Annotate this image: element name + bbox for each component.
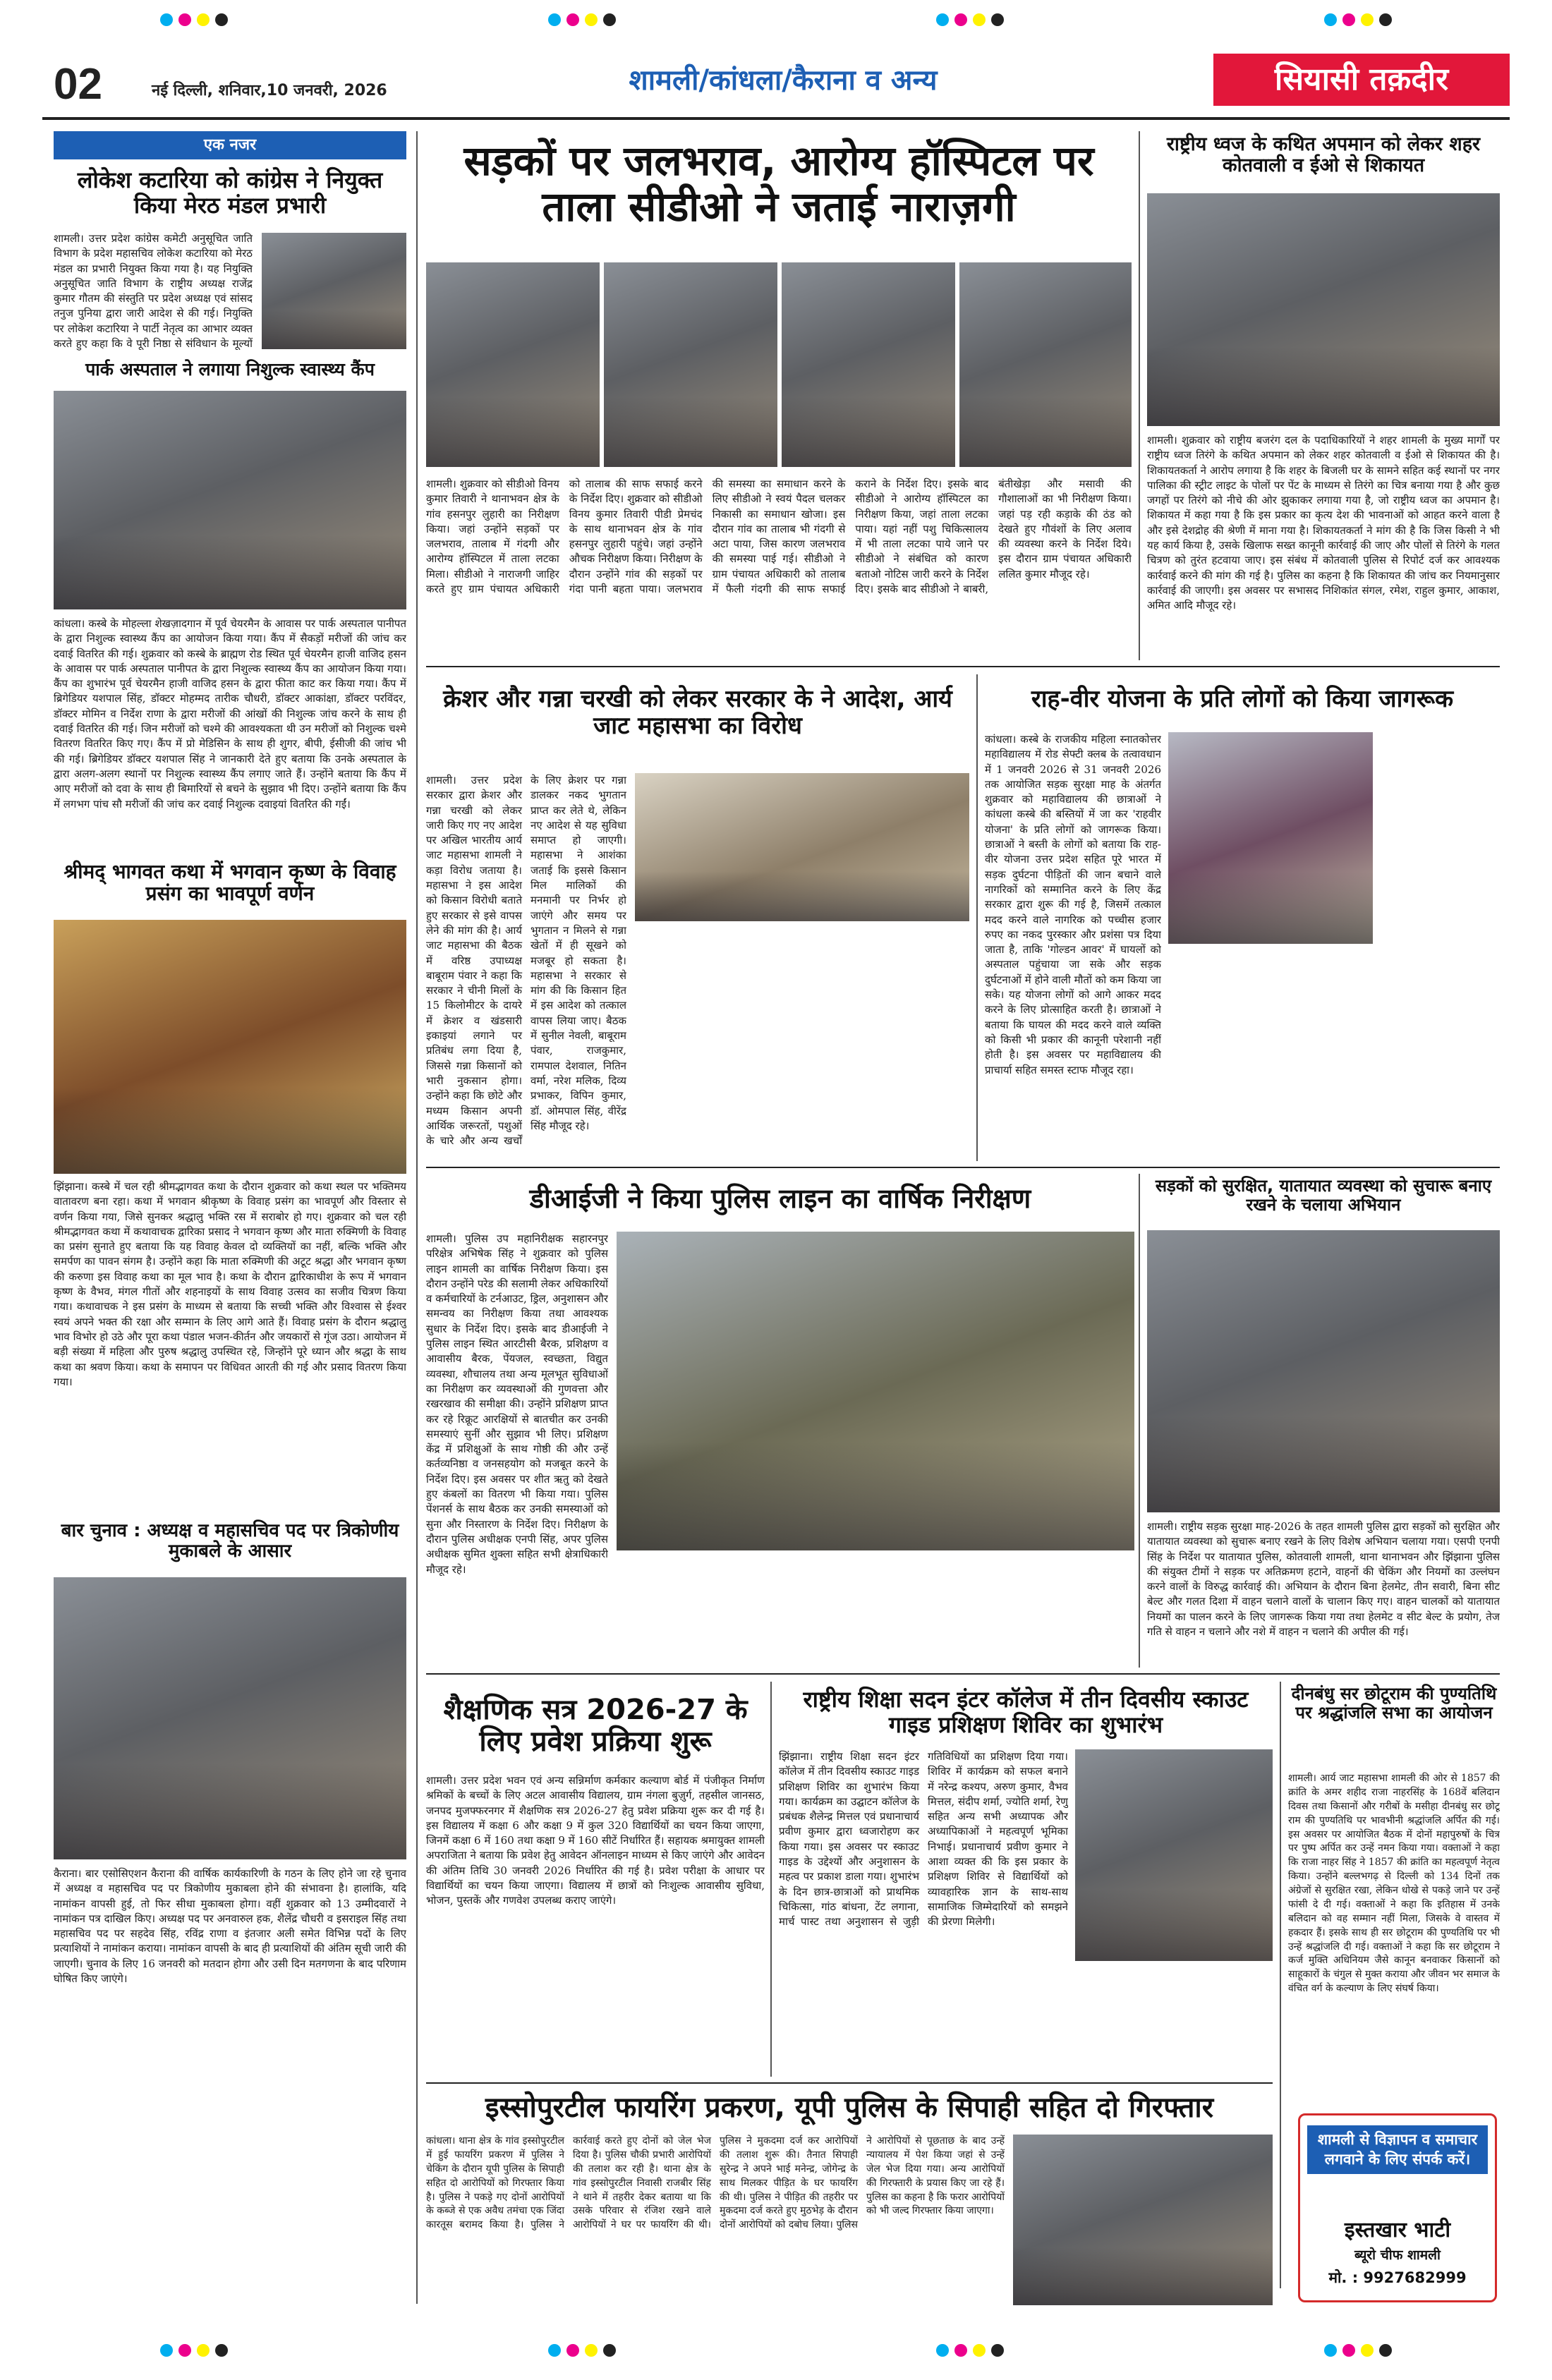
- lead-story: [426, 131, 1132, 660]
- column-divider: [1139, 131, 1140, 660]
- brand-badge: सियासी तक़दीर: [1213, 54, 1510, 106]
- registration-color-bar: [0, 7, 1552, 35]
- article-body: झिंझाना। कस्बे में चल रही श्रीमद्भागवत कथा के दौरान शुक्रवार को कथा स्थल पर भक्तिमय वातावरण बना रहा। कथा में भगवान श्रीकृष्ण के विवाह प्रसंग का भावपूर्ण और विस्तार से वर्णन किया गया, जिसे सुनकर श्रद्धालु भक्ति रस में सराबोर हो गए। शुक्रवार को चल रही श्रीमद्भागवत कथा में कथावाचक द्वारिका प्रसाद ने भगवान कृष्ण और माता रुक्मिणी के विवाह का प्रसंग सुनाते हुए बताया कि यह विवाह केवल दो व्यक्तियों का नहीं, बल्कि भक्ति और समर्पण का पावन संगम है। उन्होंने कहा कि माता रुक्मिणी की अटूट श्रद्धा और भगवान कृष्ण की करुणा इस विवाह कथा का मूल भाव है। कथा के दौरान द्वारिकाधीश के रूप में भगवान कृष्ण के वैभव, मंगल गीतों और शहनाइयों के साथ विवाह उत्सव का सजीव चित्रण किया गया। कथावाचक ने इस प्रसंग के माध्यम से बताया कि सच्ची भक्ति और विश्वास से ईश्वर स्वयं अपने भक्त की रक्षा और सम्मान के लिए आगे आते हैं। विवाह प्रसंग के दौरान श्रद्धालु भाव विभोर हो उठे और पूरा कथा पंडाल भजन-कीर्तन और जयकारों से गूंज उठा। आयोजन में बड़ी संख्या में महिला और पुरुष श्रद्धालु उपस्थित रहे, जिन्होंने पूरे ध्यान और श्रद्धा के साथ कथा का श्रवण किया। कथा के समापन पर विधिवत आरती की गई और प्रसाद वितरण किया गया।: [54, 1180, 406, 1388]
- column-divider: [1280, 1682, 1281, 2288]
- article-body: कैराना। बार एसोसिएशन कैराना की वार्षिक कार्यकारिणी के गठन के लिए होने जा रहे चुनाव में अध्यक्ष व महासचिव पद पर त्रिकोणीय मुकाबला होने की संभावना है। हालांकि, यदि नामांकन वापसी हुई, तो फिर सीधा मुकाबला होगा। वहीं शुक्रवार को 13 उम्मीदवारों ने नामांकन पत्र दाखिल किए। अध्यक्ष पद पर अनवारुल हक, शैलेंद्र चौधरी व इसराइल सिंह तथा महासचिव पद पर सहदेव सिंह, रविंद्र राणा व इंतजार अली समेत विभिन्न पदों के लिए प्रत्याशियों ने नामांकन कराया। नामांकन वापसी के बाद ही प्रत्याशियों की अंतिम सूची जारी की जाएगी। चुनाव के लिए 16 जनवरी को मतदान होगा और उसी दिन मतगणना के बाद परिणाम घोषित किए जाएंगे।: [54, 1867, 406, 1986]
- article-body: शामली। आर्य जाट महासभा शामली की ओर से 1857 की क्रांति के अमर शहीद राजा नाहरसिंह के 168वें बलिदान दिवस तथा किसानों और गरीबों के मसीहा दीनबंधु सर छोटू राम की पुण्यतिथि पर भावभीनी श्रद्धांजलि अर्पित की गई। इस अवसर पर आयोजित बैठक में दोनों महापुरुषों के चित्र पर पुष्प अर्पित कर उन्हें नमन किया गया। वक्ताओं ने कहा कि राजा नाहर सिंह ने 1857 की क्रांति का महत्वपूर्ण नेतृत्व किया। उन्होंने बल्लभगढ़ से दिल्ली को 134 दिनों तक अंग्रेजों से सुरक्षित रखा, लेकिन धोखे से पकड़े जाने पर उन्हें फांसी दे दी गई। वक्ताओं ने कहा कि इतिहास में उनके बलिदान को वह सम्मान नहीं मिला, जिसके वे वास्तव में हकदार हैं। इसके साथ ही सर छोटूराम की पुण्यतिथि पर भी उन्हें श्रद्धांजलि दी गई। वक्ताओं ने कहा कि सर छोटूराम ने कर्ज मुक्ति अधिनियम जैसे कानून बनवाकर किसानों को साहूकारों के चंगुल से मुक्त कराया और जीवन भर समाज के वंचित वर्ग के कल्याण के लिए संघर्ष किया।: [1288, 1773, 1500, 1995]
- story-dig-inspection: [426, 1174, 1134, 1668]
- parade-photo: [617, 1232, 1134, 1550]
- headline: डीआईजी ने किया पुलिस लाइन का वार्षिक निरीक्षण: [529, 1183, 1031, 1214]
- story-bhagwat-katha: [54, 858, 406, 1514]
- arrest-photo: [1013, 2135, 1273, 2305]
- column-divider: [1139, 1174, 1140, 1668]
- section-rule: [426, 1673, 1500, 1675]
- masthead-rule: [42, 117, 1510, 120]
- rally-photo: [1168, 732, 1373, 944]
- contact-phone[interactable]: मो. : 9927682999: [1328, 2269, 1467, 2286]
- story-crusher: [426, 674, 969, 1161]
- article-body: कांधला। कस्बे के राजकीय महिला स्नातकोत्तर महाविद्यालय में रोड सेफ्टी क्लब के तत्वावधान में 1 जनवरी 2026 से 31 जनवरी 2026 तक आयोजित सड़क सुरक्षा माह के अंतर्गत शुक्रवार को महाविद्यालय की छात्राओं ने कांधला कस्बे की बस्तियों में जा कर 'राहवीर योजना' के प्रति लोगों को जागरूक किया। छात्राओं ने बस्ती के लोगों को बताया कि राह-वीर योजना उत्तर प्रदेश सहित पूरे भारत में सड़क दुर्घटना पीड़ितों की जान बचाने वाले नागरिकों को सम्मानित करने के लिए केंद्र सरकार द्वारा शुरू की गई है, जिसमें तत्काल मदद करने वाले नागरिक को पच्चीस हजार रुपए का नकद पुरस्कार और प्रशंसा पत्र दिया जाता है, ताकि 'गोल्डन आवर' में घायलों को अस्पताल पहुंचाया जा सके और सड़क दुर्घटनाओं में होने वाली मौतों को कम किया जा सके। यह योजना लोगों को आगे आकर मदद करने के लिए प्रोत्साहित करती है। छात्राओं ने बताया कि घायल की मदद करने वाले व्यक्ति को किसी भी प्रकार की कानूनी परेशानी नहीं होती है। इस अवसर पर महाविद्यालय की प्राचार्या सहित समस्त स्टाफ मौजूद रहा।: [985, 733, 1161, 1076]
- lead-photo-3: [782, 262, 955, 467]
- section-title: शामली/कांधला/कैराना व अन्य: [629, 64, 938, 97]
- headline: क्रेशर और गन्ना चरखी को लेकर सरकार के ने आदेश, आर्य जाट महासभा का विरोध: [443, 685, 952, 741]
- story-flag-complaint: [1147, 131, 1500, 660]
- complaint-photo: [1147, 193, 1500, 426]
- advert-contact-box: [1298, 2113, 1497, 2302]
- article-body: शामली। पुलिस उप महानिरीक्षक सहारनपुर परिक्षेत्र अभिषेक सिंह ने शुक्रवार को पुलिस लाइन शामली का वार्षिक निरीक्षण किया। इस दौरान उन्होंने परेड की सलामी लेकर अधिकारियों व कर्मचारियों के टर्नआउट, ड्रिल, अनुशासन और समन्वय का निरीक्षण किया तथा आवश्यक सुधार के निर्देश दिए। इसके बाद डीआईजी ने पुलिस लाइन स्थित आरटीसी बैरक, प्रशिक्षण व आवासीय बैरक, पेंयजल, स्वच्छता, विद्युत व्यवस्था, शौचालय तथा अन्य मूलभूत सुविधाओं का निरीक्षण कर व्यवस्थाओं की गुणवत्ता और रखरखाव की समीक्षा की। उन्होंने प्रशिक्षण प्राप्त कर रहे रिक्रूट आरक्षियों से बातचीत कर उनकी समस्याएं सुनीं और सुझाव भी लिए। प्रशिक्षण केंद्र में प्रशिक्षुओं के साथ गोष्ठी की और उन्हें कर्तव्यनिष्ठा व जनसहयोग को मजबूत करने के निर्देश दिए। इस अवसर पर शीत ऋतु को देखते हुए कंबलों का वितरण भी किया गया। पुलिस पेंशनर्स के साथ बैठक कर उनकी समस्याओं को सुना और निस्तारण के निर्देश दिए। निरीक्षण के दौरान पुलिस अधीक्षक एनपी सिंह, अपर पुलिस अधीक्षक सुमित शुक्ला सहित सभी क्षेत्राधिकारी मौजूद रहे।: [426, 1232, 608, 1576]
- kicker-ek-nazar: एक नजर: [54, 131, 406, 159]
- ad-line: शामली से विज्ञापन व समाचार लगवाने के लिए संपर्क करें।: [1307, 2125, 1488, 2174]
- scout-photo: [1075, 1749, 1273, 1961]
- section-rule: [426, 1167, 1500, 1168]
- lead-photo-4: [959, 262, 1132, 467]
- story-bar-election: [54, 1518, 406, 2301]
- headline: राष्ट्रीय शिक्षा सदन इंटर कॉलेज में तीन दिवसीय स्काउट गाइड प्रशिक्षण शिविर का शुभारंभ: [803, 1686, 1249, 1738]
- article-body: कांधला। थाना क्षेत्र के गांव इस्सोपुरटील में हुई फायरिंग प्रकरण में पुलिस ने चेकिंग के दौरान यूपी पुलिस के सिपाही सहित दो आरोपियों को गिरफ्तार किया है। पुलिस ने पकड़े गए दोनों आरोपियों के कब्जे से एक अवैध तमंचा एक जिंदा कारतूस बरामद किया है। पुलिस ने कार्रवाई करते हुए दोनों को जेल भेज दिया है। पुलिस चौकी प्रभारी आरोपियों की तलाश कर रही है। थाना क्षेत्र के गांव इस्सोपुरटील निवासी राजबीर सिंह ने थाने में तहरीर देकर बताया था कि उसके परिवार से रंजिश रखने वाले आरोपियों ने घर पर फायरिंग की थी। पुलिस ने मुकदमा दर्ज कर आरोपियों की तलाश शुरू की। तैनात सिपाही सुरेन्द्र ने अपने भाई मनेन्द्र, जोगेन्द्र के साथ मिलकर पीड़ित के घर फायरिंग की थी। पुलिस ने पीड़ित की तहरीर पर मुकदमा दर्ज करते हुए मुठभेड़ के दौरान दोनों आरोपियों को दबोच लिया। पुलिस ने आरोपियों से पूछताछ के बाद उन्हें न्यायालय में पेश किया जहां से उन्हें जेल भेज दिया गया। अन्य आरोपियों की गिरफ्तारी के प्रयास किए जा रहे हैं। पुलिस का कहना है कि फरार आरोपियों को भी जल्द गिरफ्तार किया जाएगा।: [426, 2135, 1005, 2231]
- contact-role: ब्यूरो चीफ शामली: [1354, 2247, 1441, 2263]
- article-body: शामली। शुक्रवार को सीडीओ विनय कुमार तिवारी ने थानाभवन क्षेत्र के गांव हसनपुर लुहारी का निरीक्षण किया। जहां उन्होंने सड़कों पर जलभराव, तालाब में गंदगी और आरोग्य हॉस्पिटल में ताला लटका मिला। सीडीओ ने नाराजगी जाहिर करते हुए ग्राम पंचायत अधिकारी को तालाब की साफ सफाई करने के निर्देश दिए। शुक्रवार को सीडीओ विनय कुमार तिवारी पीडी प्रेमचंद के साथ थानाभवन क्षेत्र के गांव हसनपुर लुहारी पहुंचे। जहां उन्होंने औचक निरीक्षण किया। निरीक्षण के दौरान उन्होंने गांव की सड़कों पर गंदा पानी बहता पाया। जलभराव की समस्या का समाधान करने के लिए सीडीओ ने स्वयं पैदल चलकर निकासी का समाधान खोजा। इस दौरान गांव का तालाब भी गंदगी से अटा पाया, जिस कारण जलभराव की समस्या पाई गई। सीडीओ ने ग्राम पंचायत अधिकारी को तालाब में फैली गंदगी की साफ सफाई कराने के निर्देश दिए। इसके बाद सीडीओ ने आरोग्य हॉस्पिटल का निरीक्षण किया, जहां ताला लटका पाया। यहां नहीं पशु चिकित्सालय में भी ताला लटका पाये जाने पर सीडीओ ने संबंधित को कारण बताओ नोटिस जारी करने के निर्देश दिए। इसके बाद सीडीओ ने बाबरी, बंतीखेड़ा और मसावी की गौशालाओं का भी निरीक्षण किया। जहां पड़ रही कड़ाके की ठंड को देखते हुए गौवंशों के लिए अलाव की व्यवस्था करने के निर्देश दिये। इस दौरान ग्राम पंचायत अधिकारी ललित कुमार मौजूद रहे।: [426, 478, 1132, 596]
- page-number: 02: [54, 60, 102, 109]
- portrait-photo: [262, 233, 406, 349]
- katha-photo: [54, 920, 406, 1174]
- article-body: शामली। राष्ट्रीय सड़क सुरक्षा माह-2026 के तहत शामली पुलिस द्वारा सड़कों को सुरक्षित और यातायात व्यवस्था को सुचारू बनाए रखने के लिए विशेष अभियान चलाया गया। एसपी एनपी सिंह के निर्देश पर यातायात पुलिस, कोतवाली शामली, थाना थानाभवन और झिंझाना पुलिस की संयुक्त टीमों ने सड़क पर अतिक्रमण हटाने, वाहनों की चेकिंग और नियमों का उल्लंघन करने वालों के विरुद्ध कार्रवाई की। अभियान के दौरान बिना हेलमेट, तीन सवारी, बिना सीट बेल्ट और गलत दिशा में वाहन चलाने वालों के चालान किए गए। वाहन चालकों को यातायात नियमों का पालन करने के लिए जागरूक किया गया तथा हेलमेट व सीट बेल्ट के प्रयोग, तेज गति से वाहन न चलाने और नशे में वाहन न चलाने की अपील की गई।: [1147, 1520, 1500, 1639]
- article-body: शामली। शुक्रवार को राष्ट्रीय बजरंग दल के पदाधिकारियों ने शहर शामली के मुख्य मार्गों पर राष्ट्रीय ध्वज तिरंगे के कथित अपमान को लेकर शहर कोतवाली व ईओ से शिकायत की है। शिकायतकर्ता ने आरोप लगाया है कि शहर के बिजली घर के सामने सहित कई स्थानों पर नगर पालिका की स्ट्रीट लाइट के पोलों पर पेंट के माध्यम से तिरंगे का चित्र बनाया गया है और कुछ जगहों पर तिरंगे को नीचे की ओर झुकाकर लगाया गया है, जो राष्ट्रीय ध्वज का अपमान है। शिकायत में कहा गया है कि इस प्रकार का कृत्य देश की भावनाओं को आहत करने वाला है और इसे देशद्रोह की श्रेणी में माना गया है। शिकायतकर्ता ने मांग की है कि जिस किसी ने भी यह कार्य किया है, उसके खिलाफ सख्त कानूनी कार्रवाई की जाए और पोलों से तिरंगे के गलत चित्रण को तुरंत हटवाया जाए। इस संबंध में कोतवाली पुलिस से रिपोर्ट दर्ज कर आवश्यक कार्रवाई करने की मांग की गई है। पुलिस का कहना है कि शिकायत की जांच कर नियमानुसार कार्रवाई की जाएगी। इस अवसर पर सभासद निशिकांत संगल, रमेश, राहुल कुमार, आकाश, अमित आदि मौजूद रहे।: [1147, 434, 1500, 612]
- headline: पार्क अस्पताल ने लगाया निशुल्क स्वास्थ्य कैंप: [85, 359, 375, 380]
- story-scout-camp: [779, 1682, 1273, 2077]
- headline: इस्सोपुरटील फायरिंग प्रकरण, यूपी पुलिस के सिपाही सहित दो गिरफ्तार: [485, 2091, 1214, 2124]
- section-rule: [426, 2082, 1273, 2084]
- issue-date: नई दिल्ली, शनिवार,10 जनवरी, 2026: [152, 82, 387, 99]
- article-body: शामली। उत्तर प्रदेश कांग्रेस कमेटी अनुसूचित जाति विभाग के प्रदेश महासचिव लोकेश कटारिया को मेरठ मंडल का प्रभारी नियुक्त किया गया है। यह नियुक्ति अनुसूचित जाति विभाग के राष्ट्रीय अध्यक्ष राजेंद्र कुमार गौतम की संस्तुति पर प्रदेश अध्यक्ष एवं सांसद तनुज पुनिया द्वारा जारी आदेश से की गई। नियुक्ति पर लोकेश कटारिया ने पार्टी नेतृत्व का आभार व्यक्त करते हुए कहा कि वे पूरी निष्ठा से संविधान के मूल्यों: [54, 232, 253, 351]
- column-divider: [416, 131, 418, 2304]
- article-body: शामली। उत्तर प्रदेश सरकार द्वारा क्रेशर और गन्ना चरखी को लेकर जारी किए गए नए आदेश पर अखिल भारतीय आर्य जाट महासभा शामली ने कड़ा विरोध जताया है। महासभा ने इस आदेश को किसान विरोधी बताते हुए सरकार से इसे वापस लेने की मांग की है। आर्य जाट महासभा की बैठक में वरिष्ठ उपाध्यक्ष बाबूराम पंवार ने कहा कि सरकार ने चीनी मिलों के 15 किलोमीटर के दायरे में क्रेशर व खंडसारी इकाइयां लगाने पर प्रतिबंध लगा दिया है, जिससे गन्ना किसानों को भारी नुकसान होगा। उन्होंने कहा कि छोटे और मध्यम किसान अपनी आर्थिक जरूरतों, पशुओं के चारे और अन्य खर्चों के लिए क्रेशर पर गन्ना डालकर नकद भुगतान प्राप्त कर लेते थे, लेकिन नए आदेश से यह सुविधा समाप्त हो जाएगी। महासभा ने आशंका जताई कि इससे किसान मिल मालिकों की मनमानी पर निर्भर हो जाएंगे और समय पर भुगतान न मिलने से गन्ना खेतों में ही सूखने को मजबूर हो सकता है। महासभा ने सरकार से मांग की कि किसान हित में इस आदेश को तत्काल वापस लिया जाए। बैठक में सुनील नेवली, बाबूराम पंवार, राजकुमार, रामपाल देशवाल, नितिन वर्मा, नरेश मलिक, दिव्य प्रभाकर, विपिन कुमार, डॉ. ओमपाल सिंह, वीरेंद्र सिंह मौजूद रहे।: [426, 774, 626, 1148]
- bar-photo: [54, 1577, 406, 1859]
- headline: लोकेश कटारिया को कांग्रेस ने नियुक्त किया मेरठ मंडल प्रभारी: [77, 166, 383, 219]
- story-road-safety: [1147, 1174, 1500, 1668]
- headline: राह-वीर योजना के प्रति लोगों को किया जागरूक: [1031, 685, 1454, 713]
- article-body: शामली। उत्तर प्रदेश भवन एवं अन्य सन्निर्माण कर्मकार कल्याण बोर्ड में पंजीकृत निर्माण श्रमिकों के बच्चों के लिए अटल आवासीय विद्यालय, ग्राम नंगला बुज़ुर्ग, तहसील जानसठ, जनपद मुजफ्फरनगर में शैक्षणिक सत्र 2026-27 हेतु प्रवेश प्रक्रिया शुरू कर दी गई है। इस विद्यालय में कक्षा 6 और कक्षा 9 में कुल 320 विद्यार्थियों का चयन किया जाएगा, जिनमें कक्षा 6 में 160 तथा कक्षा 9 में 160 सीटें निर्धारित हैं। सहायक श्रमायुक्त शामली अपराजिता ने बताया कि प्रवेश हेतु आवेदन ऑनलाइन माध्यम से किए जाएंगे और आवेदन की अंतिम तिथि 30 जनवरी 2026 निर्धारित की गई है। प्रवेश परीक्षा के आधार पर विद्यार्थियों का चयन किया जाएगा। विद्यालय में छात्रों को निःशुल्क आवासीय सुविधा, भोजन, पुस्तकें और गणवेश उपलब्ध कराए जाएंगे।: [426, 1774, 765, 1907]
- meeting-photo: [635, 773, 969, 921]
- headline: राष्ट्रीय ध्वज के कथित अपमान को लेकर शहर कोतवाली व ईओ से शिकायत: [1166, 133, 1481, 177]
- contact-name: इस्तखार भाटी: [1344, 2218, 1451, 2242]
- story-rahveer: [985, 674, 1500, 1161]
- headline: सड़कों को सुरक्षित, यातायात व्यवस्था को सुचारू बनाए रखने के चलाया अभियान: [1155, 1176, 1492, 1215]
- left-column: [54, 131, 406, 2304]
- camp-photo: [54, 391, 406, 609]
- story-health-camp: [54, 357, 406, 851]
- story-deenbandhu: [1288, 1682, 1500, 2105]
- headline: श्रीमद् भागवत कथा में भगवान कृष्ण के विवाह प्रसंग का भावपूर्ण वर्णन: [63, 860, 396, 906]
- story-firing-arrest: [426, 2089, 1273, 2308]
- headline: दीनबंधु सर छोटूराम की पुण्यतिथि पर श्रद्धांजलि सभा का आयोजन: [1291, 1684, 1497, 1723]
- lead-headline: सड़कों पर जलभराव, आरोग्य हॉस्पिटल पर ताला सीडीओ ने जताई नाराज़गी: [463, 137, 1094, 231]
- lead-photo-1: [426, 262, 600, 467]
- lead-photo-2: [604, 262, 777, 467]
- article-body: कांधला। कस्बे के मोहल्ला शेखज़ादगान में पूर्व चेयरमैन के आवास पर पार्क अस्पताल पानीपत के द्वारा निशुल्क स्वास्थ्य कैंप का आयोजन किया गया। कैंप में सैकड़ों मरीजों की जांच कर दवाई वितरित की गई। शुक्रवार को कस्बे के ब्राह्मण रोड स्थित पूर्व चेयरमैन हाजी वाजिद हसन के आवास पर पार्क अस्पताल पानीपत के द्वारा निशुल्क स्वास्थ्य कैंप का आयोजन किया गया। कैंप का शुभारंभ पूर्व चेयरमैन हाजी वाजिद हसन के द्वारा फीता काट कर किया गया। कैंप में ब्रिगेडियर यशपाल सिंह, डॉक्टर मोहम्मद तारीक चौधरी, डॉक्टर आकांक्षा, डॉक्टर परविंदर, डॉक्टर मोमिन व निर्देश राणा के द्वारा मरीजों की आंखों की निशुल्क जांच करने के साथ ही दवाई वितरित की गई। जिन मरीजों को चश्मे की आवश्यकता थी उन मरीजों को निशुल्क चश्मे वितरण वितरित किए गए। कैंप में प्रो मेडिसिन के साथ ही शुगर, बीपी, ईसीजी की जांच भी की गई। ब्रिगेडियर डॉक्टर यशपाल सिंह ने जानकारी देते हुए बताया कि उनके अस्पताल के द्वारा अलग-अलग स्थानों पर निशुल्क स्वास्थ्य कैंप लगाए जाते हैं। उन्होंने बताया कि कैंप में आए मरीजों को दवा के साथ ही बिमारियों से बचने के सुझाव भी दिए। उन्होंने बताया कि कैंप में लगभग पांच सौ मरीजों की जांच कर दवाई निशुल्क दवाइयां वितरित की गईं।: [54, 617, 406, 810]
- headline: बार चुनाव : अध्यक्ष व महासचिव पद पर त्रिकोणीय मुकाबले के आसार: [61, 1520, 399, 1562]
- section-rule: [426, 666, 1500, 667]
- story-admission: [426, 1682, 765, 2077]
- traffic-photo: [1147, 1230, 1500, 1512]
- registration-color-bar-bottom: [0, 2338, 1552, 2366]
- article-body: झिंझाना। राष्ट्रीय शिक्षा सदन इंटर कॉलेज में तीन दिवसीय स्काउट गाइड प्रशिक्षण शिविर का शुभारंभ किया गया। कार्यक्रम का उद्घाटन कॉलेज के प्रबंधक शैलेन्द्र मित्तल एवं प्रधानाचार्य प्रवीण कुमार द्वारा ध्वजारोहण कर किया गया। इस अवसर पर स्काउट गाइड के उद्देश्यों और अनुशासन के महत्व पर प्रकाश डाला गया। शुभारंभ के दिन छात्र-छात्राओं को प्राथमिक चिकित्सा, गांठ बांधना, टेंट लगाना, मार्च पास्ट तथा अनुशासन से जुड़ी गतिविधियों का प्रशिक्षण दिया गया। शिविर में कार्यक्रम को सफल बनाने में नरेन्द्र कश्यप, अरुण कुमार, वैभव मित्तल, संदीप शर्मा, ज्योति शर्मा, रेणु सहित अन्य सभी अध्यापक और अध्यापिकाओं ने महत्वपूर्ण भूमिका निभाई। प्रधानाचार्य प्रवीण कुमार ने आशा व्यक्त की कि इस प्रकार के प्रशिक्षण शिविर से विद्यार्थियों को व्यावहारिक ज्ञान के साथ-साथ सामाजिक जिम्मेदारियों को समझने की प्रेरणा मिलेगी।: [779, 1750, 1068, 1929]
- headline: शैक्षणिक सत्र 2026-27 के लिए प्रवेश प्रक्रिया शुरू: [443, 1694, 748, 1758]
- column-divider: [976, 674, 978, 1161]
- column-divider: [770, 1682, 772, 2077]
- story-kataria: [54, 162, 406, 353]
